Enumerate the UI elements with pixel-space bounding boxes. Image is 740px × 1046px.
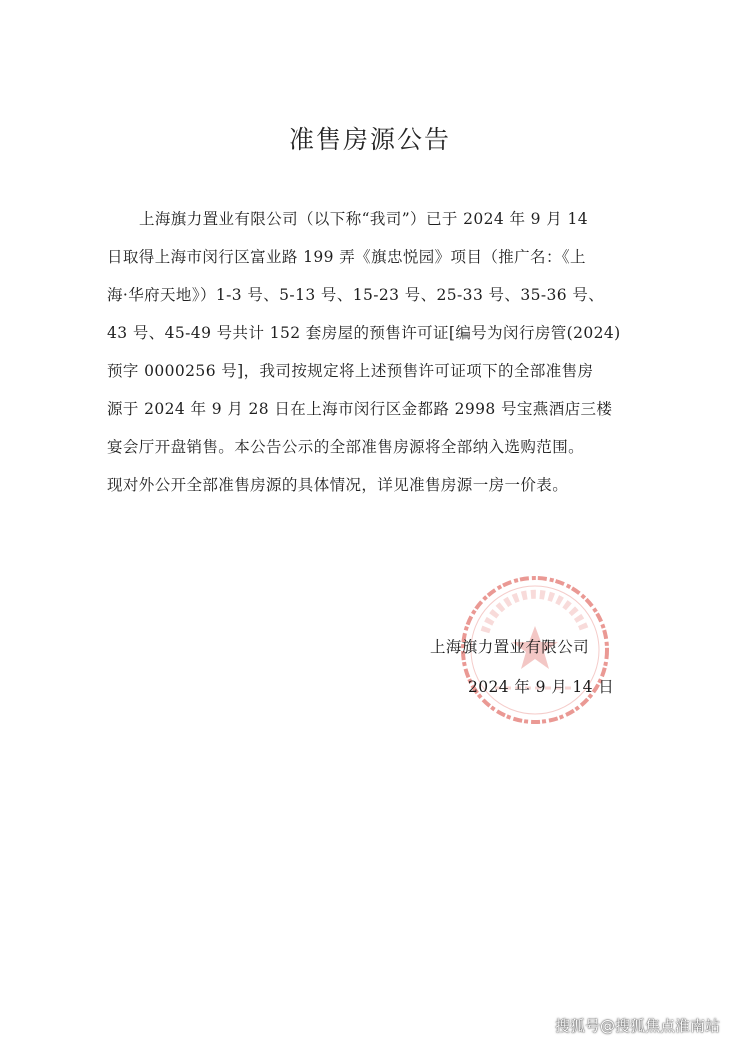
body-line-6: 源于 2024 年 9 月 28 日在上海市闵行区金都路 2998 号宝燕酒店三楼	[107, 400, 613, 418]
document-title: 准售房源公告	[288, 125, 451, 154]
body-line-1: 上海旗力置业有限公司（以下称“我司”）已于 2024 年 9 月 14	[139, 210, 589, 228]
body-line-7: 宴会厅开盘销售。本公告公示的全部准售房源将全部纳入选购范围。	[107, 438, 585, 456]
watermark: 搜狐号@搜狐焦点淮南站	[554, 1017, 720, 1035]
body-line-8: 现对外公开全部准售房源的具体情况，详见准售房源一房一价表。	[107, 476, 569, 494]
body-line-4: 43 号、45-49 号共计 152 套房屋的预售许可证[编号为闵行房管(2024)	[107, 324, 621, 342]
body-line-2: 日取得上海市闵行区富业路 199 弄《旗忠悦园》项目（推广名：《上	[107, 248, 586, 266]
body-line-5: 预字 0000256 号]，我司按规定将上述预售许可证项下的全部准售房	[107, 362, 594, 380]
signature-company: 上海旗力置业有限公司	[430, 638, 590, 656]
signature-block	[430, 630, 650, 696]
announcement-body	[107, 200, 637, 504]
signature-date: 2024 年 9 月 14 日	[468, 678, 615, 696]
body-line-3: 海·华府天地》）1-3 号、5-13 号、15-23 号、25-33 号、35-36 号、	[107, 286, 605, 304]
